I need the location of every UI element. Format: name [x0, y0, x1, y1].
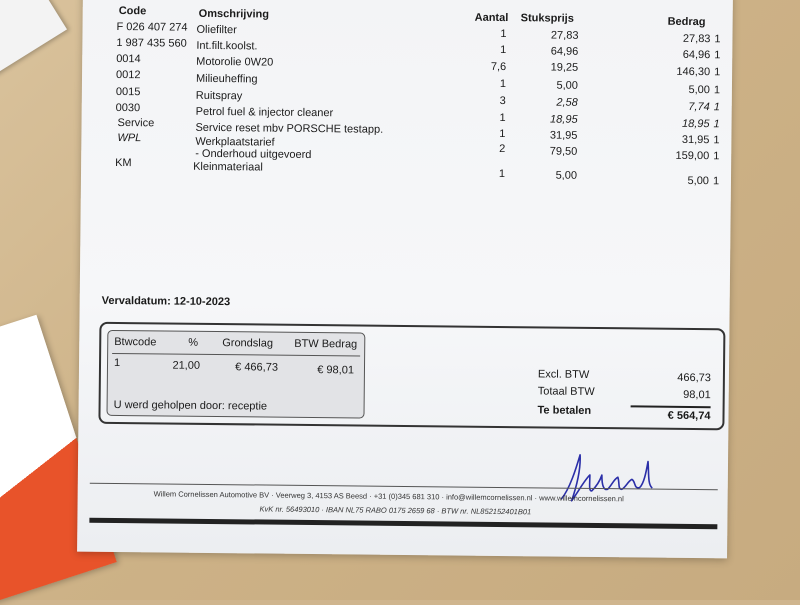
line-code: WPL [117, 131, 142, 145]
line-price: 5,00 [555, 169, 578, 182]
line-amount: 146,30 [676, 65, 711, 79]
line-vat-code: 1 [713, 118, 720, 131]
line-price: 31,95 [549, 129, 578, 142]
company-address: Willem Cornelissen Automotive BV · Veerweg 3, 4153 AS Beesd · +31 (0)345 681 310 · info@willemcornelissen.nl · www.willemcornelissen.nl [153, 489, 624, 504]
vat-row-code: 1 [113, 356, 121, 370]
line-description: Kleinmateriaal [193, 160, 263, 174]
line-vat-code: 1 [712, 175, 720, 188]
col-amount: Bedrag [667, 15, 706, 29]
vat-row-base: € 466,73 [235, 361, 279, 374]
line-amount: 18,95 [681, 117, 710, 131]
line-price: 19,25 [550, 61, 579, 74]
line-description: Motorolie 0W20 [196, 55, 274, 69]
total-vat-label: Totaal BTW [537, 385, 595, 398]
line-description: Petrol fuel & injector cleaner [195, 105, 334, 120]
vat-row-amount: € 98,01 [317, 364, 355, 377]
line-code: KM [115, 156, 132, 170]
line-description: Service reset mbv PORSCHE testapp. [195, 121, 384, 136]
line-amount: 27,83 [682, 32, 711, 46]
line-price: 79,50 [549, 145, 578, 158]
line-amount: 31,95 [681, 133, 710, 147]
line-description: Werkplaatstarief [195, 135, 275, 149]
line-qty: 1 [500, 43, 507, 57]
invoice [77, 0, 733, 558]
line-price: 2,58 [556, 96, 578, 109]
line-vat-code: 1 [713, 150, 720, 163]
line-code: 1 987 435 560 [116, 36, 187, 50]
col-description: Omschrijving [198, 7, 270, 21]
excl-vat-value: 466,73 [677, 371, 711, 385]
line-amount: 159,00 [675, 149, 710, 163]
line-amount: 5,00 [687, 174, 710, 188]
vat-row-percent: 21,00 [172, 359, 201, 372]
line-qty: 1 [498, 167, 506, 181]
line-description-detail: - Onderhoud uitgevoerd [195, 147, 312, 162]
vat-col-code: Btwcode [114, 335, 157, 349]
line-price: 64,96 [550, 45, 579, 58]
line-qty: 2 [499, 142, 506, 156]
helped-by: U werd geholpen door: receptie [113, 398, 268, 413]
vat-col-percent: % [188, 336, 199, 349]
line-price: 5,00 [556, 79, 579, 92]
line-price: 27,83 [550, 29, 579, 42]
company-registration: KvK nr. 56493010 · IBAN NL75 RABO 0175 2659 68 · BTW nr. NL852152401B01 [259, 504, 532, 517]
col-unit-price: Stuksprijs [520, 12, 574, 25]
line-qty: 7,6 [490, 60, 507, 74]
amount-due-label: Te betalen [537, 404, 592, 417]
line-vat-code: 1 [714, 66, 721, 79]
line-vat-code: 1 [713, 134, 720, 147]
line-amount: 7,74 [688, 100, 710, 114]
line-qty: 1 [499, 77, 507, 91]
line-code: Service [117, 116, 155, 130]
line-code: 0030 [115, 101, 141, 115]
line-qty: 1 [500, 27, 507, 41]
vat-header-divider [112, 353, 360, 357]
line-qty: 1 [499, 111, 506, 125]
line-description: Int.filt.koolst. [196, 39, 258, 53]
line-qty: 3 [499, 94, 506, 108]
line-vat-code: 1 [714, 33, 721, 46]
amount-due-value: € 564,74 [667, 409, 711, 423]
footer-bar [89, 518, 717, 530]
line-vat-code: 1 [713, 84, 721, 97]
line-price: 18,95 [550, 113, 578, 126]
excl-vat-label: Excl. BTW [537, 368, 590, 381]
total-vat-value: 98,01 [683, 388, 711, 402]
vat-breakdown-table [106, 330, 365, 419]
vat-col-amount: BTW Bedrag [294, 337, 358, 351]
col-code: Code [118, 4, 147, 18]
col-quantity: Aantal [474, 11, 509, 25]
line-vat-code: 1 [713, 101, 720, 114]
line-vat-code: 1 [714, 49, 721, 62]
line-qty: 1 [499, 127, 506, 141]
line-code: 0015 [115, 85, 141, 99]
line-description: Oliefilter [196, 23, 237, 37]
line-code: 0012 [115, 68, 141, 82]
line-description: Milieuheffing [195, 72, 258, 86]
line-description: Ruitspray [195, 89, 243, 103]
line-code: F 026 407 274 [116, 20, 188, 34]
sum-divider [631, 405, 711, 408]
vat-summary-box [98, 322, 725, 431]
line-code: 0014 [116, 52, 141, 66]
line-amount: 64,96 [682, 48, 711, 62]
vat-col-base: Grondslag [222, 337, 274, 350]
line-amount: 5,00 [688, 83, 710, 97]
due-date: Vervaldatum: 12-10-2023 [101, 294, 231, 309]
